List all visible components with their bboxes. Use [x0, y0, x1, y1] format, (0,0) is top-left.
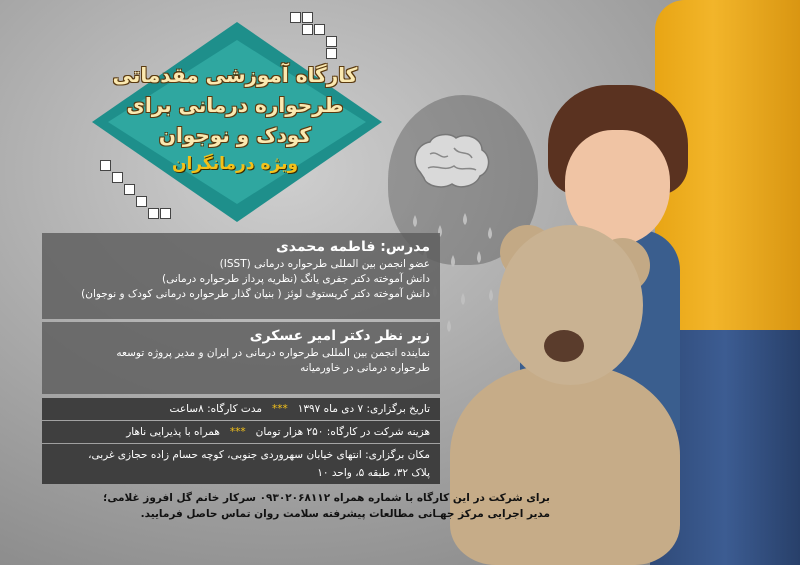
teddy-bear-nose	[544, 330, 584, 362]
location-band	[42, 444, 440, 484]
title-line-4: ویژه درمانگران	[171, 154, 299, 174]
workshop-date: تاریخ برگزاری: ۷ دی ماه ۱۳۹۷	[297, 403, 430, 415]
instructor-panel	[42, 233, 440, 319]
workshop-duration: مدت کارگاه: ۸ساعت	[169, 403, 262, 415]
instructor-line: عضو انجمن بین المللی طرحواره درمانی (ISST)	[219, 258, 430, 270]
supervisor-line: نماینده انجمن بین المللی طرحواره درمانی در ایران و مدیر پروژه توسعه	[116, 347, 430, 359]
title-line-3: کودک و نوجوان	[158, 123, 312, 147]
instructor-heading: مدرس: فاطمه محمدی	[275, 239, 430, 255]
supervisor-panel	[42, 322, 440, 394]
star-separator: ***	[229, 426, 246, 438]
workshop-title	[80, 60, 390, 178]
instructor-line: دانش آموخته دکتر کریستوف لوئز ( بنیان گذار طرحواره درمانی کودک و نوجوان)	[81, 288, 430, 300]
contact-line-2: مدیر اجرایی مرکز جهـانی مطالعات پیشرفته سلامت روان تماس حاصل فرمایید.	[140, 508, 550, 520]
title-line-1: کارگاه آموزشی مقدماتی	[112, 63, 358, 87]
fee-band	[42, 421, 440, 443]
star-separator: ***	[271, 403, 288, 415]
location-line-2: پلاک ۳۲، طبقه ۵، واحد ۱۰	[317, 467, 430, 479]
teddy-bear-body	[450, 365, 680, 565]
workshop-fee: هزینه شرکت در کارگاه: ۲۵۰ هزار تومان	[255, 426, 430, 438]
supervisor-line: طرحواره درمانی در خاورمیانه	[300, 362, 430, 374]
supervisor-heading: زیر نظر دکتر امیر عسکری	[249, 328, 430, 344]
contact-footer	[30, 490, 550, 522]
brain-icon	[410, 132, 492, 194]
date-duration-band	[42, 398, 440, 420]
location-line-1: مکان برگزاری: انتهای خیابان سهروردی جنوبی، کوچه حسام زاده حجازی غربی،	[88, 449, 430, 461]
title-line-2: طرحواره درمانی برای	[126, 93, 344, 117]
lunch-note: همراه با پذیرایی ناهار	[126, 426, 220, 438]
contact-line-1: برای شرکت در این کارگاه با شماره همراه ۰۹۳۰۲۰۶۸۱۱۲ سرکار خانم گل افروز غلامی؛	[103, 492, 550, 504]
instructor-line: دانش آموخته دکتر جفری یانگ (نظریه پرداز طرحواره درمانی)	[161, 273, 430, 285]
